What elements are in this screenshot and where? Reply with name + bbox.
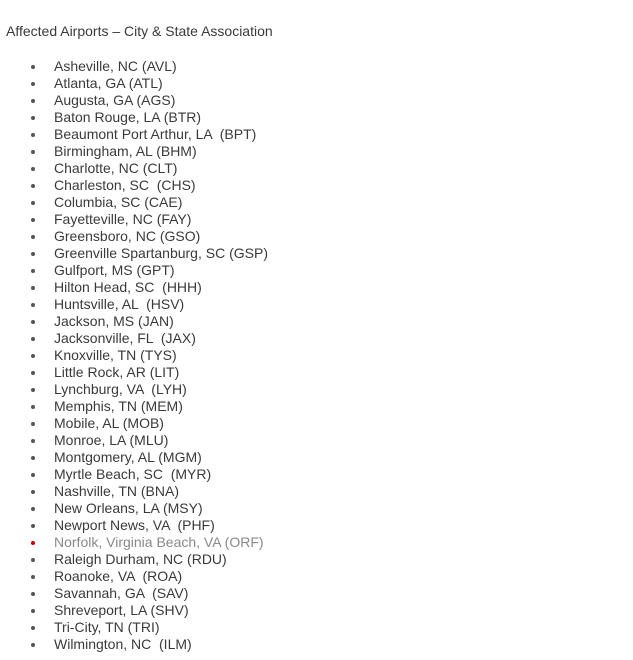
bullet-icon: [31, 99, 35, 103]
airport-label[interactable]: Shreveport, LA (SHV): [54, 602, 189, 618]
bullet-icon: [31, 524, 35, 528]
airport-list-item[interactable]: [0, 619, 268, 636]
airport-label[interactable]: Atlanta, GA (ATL): [54, 75, 163, 91]
airport-list-item[interactable]: [0, 534, 268, 551]
airport-list-item[interactable]: [0, 92, 268, 109]
airport-list-item[interactable]: [0, 483, 268, 500]
airport-label[interactable]: Greenville Spartanburg, SC (GSP): [54, 245, 268, 261]
airport-list-item[interactable]: [0, 568, 268, 585]
airport-label[interactable]: New Orleans, LA (MSY): [54, 500, 203, 516]
airport-label[interactable]: Gulfport, MS (GPT): [54, 262, 175, 278]
airport-list-item[interactable]: [0, 109, 268, 126]
airport-list-item[interactable]: [0, 194, 268, 211]
bullet-icon: [31, 184, 35, 188]
airport-list-item[interactable]: [0, 602, 268, 619]
airport-list-item[interactable]: [0, 313, 268, 330]
bullet-icon: [31, 354, 35, 358]
airport-label[interactable]: Newport News, VA (PHF): [54, 517, 215, 533]
airport-label[interactable]: Fayetteville, NC (FAY): [54, 211, 192, 227]
airport-label[interactable]: Wilmington, NC (ILM): [54, 636, 192, 652]
bullet-icon: [31, 439, 35, 443]
bullet-icon: [31, 473, 35, 477]
bullet-icon: [31, 218, 35, 222]
airport-label[interactable]: Huntsville, AL (HSV): [54, 296, 185, 312]
bullet-icon: [31, 201, 35, 205]
airport-label[interactable]: Norfolk, Virginia Beach, VA (ORF): [54, 534, 264, 550]
airport-label[interactable]: Charlotte, NC (CLT): [54, 160, 178, 176]
airport-label[interactable]: Asheville, NC (AVL): [54, 58, 177, 74]
bullet-icon: [31, 65, 35, 69]
bullet-icon: [31, 422, 35, 426]
bullet-icon: [31, 320, 35, 324]
bullet-icon: [31, 541, 35, 545]
airport-list: [0, 58, 268, 653]
bullet-icon: [31, 592, 35, 596]
bullet-icon: [31, 133, 35, 137]
airport-list-item[interactable]: [0, 432, 268, 449]
airport-list-item[interactable]: [0, 262, 268, 279]
airport-label[interactable]: Knoxville, TN (TYS): [54, 347, 177, 363]
airport-list-item[interactable]: [0, 58, 268, 75]
bullet-icon: [31, 405, 35, 409]
airport-label[interactable]: Baton Rouge, LA (BTR): [54, 109, 202, 125]
airport-label[interactable]: Monroe, LA (MLU): [54, 432, 169, 448]
bullet-icon: [31, 388, 35, 392]
airport-label[interactable]: Beaumont Port Arthur, LA (BPT): [54, 126, 257, 142]
airport-list-item[interactable]: [0, 347, 268, 364]
airport-list-item[interactable]: [0, 245, 268, 262]
airport-list-item[interactable]: [0, 330, 268, 347]
airport-list-item[interactable]: [0, 143, 268, 160]
airport-list-item[interactable]: [0, 160, 268, 177]
bullet-icon: [31, 643, 35, 647]
airport-list-item[interactable]: [0, 296, 268, 313]
airport-label[interactable]: Memphis, TN (MEM): [54, 398, 183, 414]
bullet-icon: [31, 626, 35, 630]
bullet-icon: [31, 116, 35, 120]
airport-list-item[interactable]: [0, 449, 268, 466]
airport-label[interactable]: Jackson, MS (JAN): [54, 313, 174, 329]
airport-label[interactable]: Hilton Head, SC (HHH): [54, 279, 202, 295]
airport-list-item[interactable]: [0, 398, 268, 415]
airport-label[interactable]: Birmingham, AL (BHM): [54, 143, 197, 159]
airport-list-item[interactable]: [0, 636, 268, 653]
bullet-icon: [31, 252, 35, 256]
airport-list-item[interactable]: [0, 211, 268, 228]
airport-list-item[interactable]: [0, 551, 268, 568]
airport-list-item[interactable]: [0, 517, 268, 534]
bullet-icon: [31, 167, 35, 171]
bullet-icon: [31, 456, 35, 460]
bullet-icon: [31, 269, 35, 273]
bullet-icon: [31, 150, 35, 154]
airport-list-item[interactable]: [0, 364, 268, 381]
airport-label[interactable]: Little Rock, AR (LIT): [54, 364, 180, 380]
airport-list-item[interactable]: [0, 500, 268, 517]
airport-label[interactable]: Savannah, GA (SAV): [54, 585, 189, 601]
airport-label[interactable]: Jacksonville, FL (JAX): [54, 330, 196, 346]
airport-list-item[interactable]: [0, 381, 268, 398]
airport-list-item[interactable]: [0, 415, 268, 432]
airport-list-item[interactable]: [0, 585, 268, 602]
airport-label[interactable]: Charleston, SC (CHS): [54, 177, 196, 193]
airport-list-item[interactable]: [0, 126, 268, 143]
airport-list-item[interactable]: [0, 228, 268, 245]
bullet-icon: [31, 371, 35, 375]
bullet-icon: [31, 575, 35, 579]
airport-list-item[interactable]: [0, 177, 268, 194]
airport-label[interactable]: Tri-City, TN (TRI): [54, 619, 160, 635]
airport-list-item[interactable]: [0, 75, 268, 92]
airport-label[interactable]: Myrtle Beach, SC (MYR): [54, 466, 212, 482]
airport-label[interactable]: Raleigh Durham, NC (RDU): [54, 551, 227, 567]
airport-label[interactable]: Mobile, AL (MOB): [54, 415, 164, 431]
airport-label[interactable]: Montgomery, AL (MGM): [54, 449, 202, 465]
bullet-icon: [31, 235, 35, 239]
bullet-icon: [31, 490, 35, 494]
airport-label[interactable]: Columbia, SC (CAE): [54, 194, 183, 210]
airport-label[interactable]: Augusta, GA (AGS): [54, 92, 176, 108]
airport-label[interactable]: Nashville, TN (BNA): [54, 483, 179, 499]
page-heading: Affected Airports – City & State Association: [6, 23, 273, 39]
bullet-icon: [31, 303, 35, 307]
airport-list-item[interactable]: [0, 279, 268, 296]
bullet-icon: [31, 337, 35, 341]
airport-label[interactable]: Roanoke, VA (ROA): [54, 568, 183, 584]
airport-list-item[interactable]: [0, 466, 268, 483]
bullet-icon: [31, 558, 35, 562]
bullet-icon: [31, 286, 35, 290]
bullet-icon: [31, 507, 35, 511]
airport-label[interactable]: Lynchburg, VA (LYH): [54, 381, 187, 397]
bullet-icon: [31, 609, 35, 613]
bullet-icon: [31, 82, 35, 86]
airport-label[interactable]: Greensboro, NC (GSO): [54, 228, 201, 244]
